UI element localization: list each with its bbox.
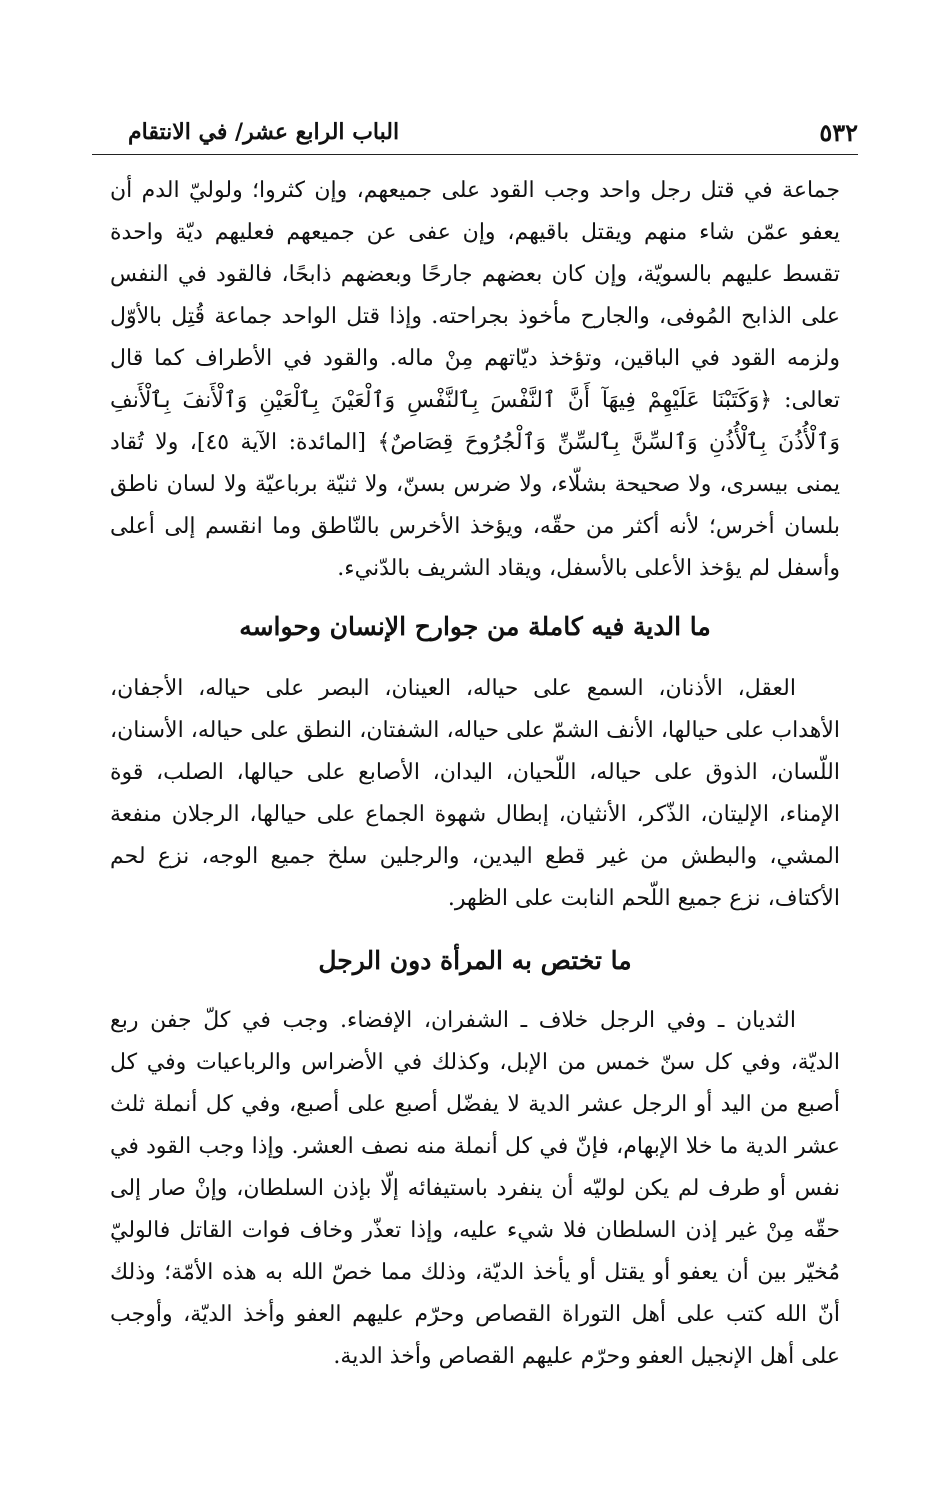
header-divider [92,154,858,155]
paragraph-qisas: جماعة في قتل رجل واحد وجب القود على جميعهم، وإن كثروا؛ ولوليّ الدم أن يعفو عمّن شاء منهم ويقتل باقيهم، وإن عفى عن جميعهم فعليهم ديّة واحدة تقسط عليهم بالسويّة، وإن كان بعضهم جارحًا وبعضهم ذابحًا، فالقود في النفس على الذابح المُوفى، والجارح مأخوذ بجراحته. وإذا قتل الواحد جماعة قُتِل بالأوّل ولزمه القود في الباقين، وتؤخذ ديّاتهم مِنْ ماله. والقود في الأطراف كما قال تعالى: ﴿وَكَتَبْنَا عَلَيْهِمْ فِيهَآ أَنَّ ٱلنَّفْسَ بِٱلنَّفْسِ وَٱلْعَيْنَ بِٱلْعَيْنِ وَٱلْأَنفَ بِٱلْأَنفِ وَٱلْأُذُنَ بِٱلْأُذُنِ وَٱلسِّنَّ بِٱلسِّنِّ وَٱلْجُرُوحَ قِصَاصٌ﴾ [المائدة: الآية ٤٥]، ولا تُقاد يمنى بيسرى، ولا صحيحة بشلّاء، ولا ضرس بسنّ، ولا ثنيّة برباعيّة ولا لسان ناطق بلسان أخرس؛ لأنه أكثر من حقّه، ويؤخذ الأخرس بالنّاطق وما انقسم إلى أعلى وأسفل لم يؤخذ الأعلى بالأسفل، ويقاد الشريف بالدّنيء. [110,178,840,581]
text-block-1 [110,170,840,590]
page-number: ٥٣٢ [819,117,858,147]
chapter-title: الباب الرابع عشر/ في الانتقام [128,119,400,145]
paragraph-women-diya: الثديان ـ وفي الرجل خلاف ـ الشفران، الإفضاء. وجب في كلّ جفن ربع الديّة، وفي كل سنّ خمس من الإبل، وكذلك في الأضراس والرباعيات وفي كل أصبع من اليد أو الرجل عشر الدية لا يفضّل أصبع على أصبع، وفي كل أنملة ثلث عشر الدية ما خلا الإبهام، فإنّ في كل أنملة منه نصف العشر. وإذا وجب القود في نفس أو طرف لم يكن لوليّه أن ينفرد باستيفائه إلّا بإذن السلطان، وإنْ صار إلى حقّه مِنْ غير إذن السلطان فلا شيء عليه، وإذا تعذّر وخاف فوات القاتل فالوليّ مُخيّر بين أن يعفو أو يقتل أو يأخذ الديّة، وذلك مما خصّ الله به هذه الأمّة؛ وذلك أنّ الله كتب على أهل التوراة القصاص وحرّم عليهم العفو وأخذ الديّة، وأوجب على أهل الإنجيل العفو وحرّم عليهم القصاص وأخذ الدية. [110,1008,840,1369]
text-block-3 [110,1000,840,1378]
text-block-2 [110,668,840,920]
section-heading-women: ما تختص به المرأة دون الرجل [318,946,632,975]
running-header [128,112,858,152]
section-heading-full-diya: ما الدية فيه كاملة من جوارح الإنسان وحواسه [239,612,711,641]
paragraph-organs-list: العقل، الأذنان، السمع على حياله، العينان، البصر على حياله، الأجفان، الأهداب على حيالها، الأنف الشمّ على حياله، الشفتان، النطق على حياله، الأسنان، اللّسان، الذوق على حياله، اللّحيان، اليدان، الأصابع على حيالها، الصلب، قوة الإمناء، الإليتان، الذّكر، الأنثيان، إبطال شهوة الجماع على حيالها، الرجلان منفعة المشي، والبطش من غير قطع اليدين، والرجلين سلخ جميع الوجه، نزع لحم الأكتاف، نزع جميع اللّحم النابت على الظهر. [110,676,840,911]
